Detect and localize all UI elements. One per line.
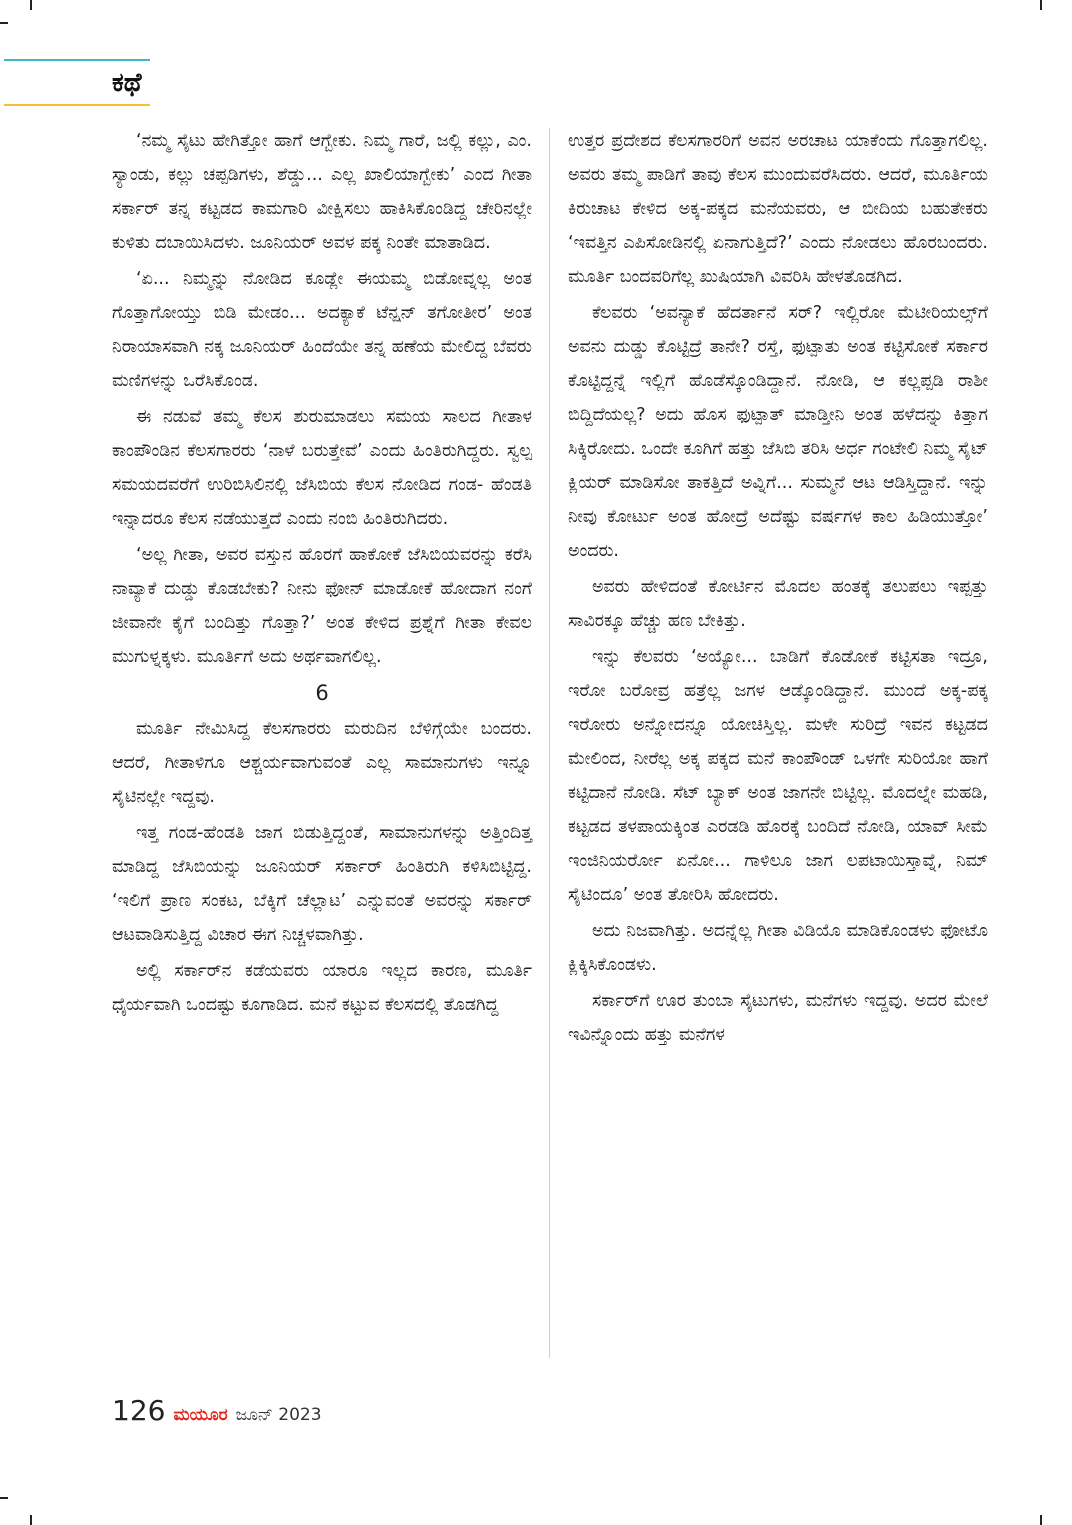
paragraph: ಇತ್ತ ಗಂಡ-ಹೆಂಡತಿ ಜಾಗ ಬಿಡುತ್ತಿದ್ದಂತೆ, ಸಾಮಾನುಗಳನ್ನು ಅತ್ತಿಂದಿತ್ತ ಮಾಡಿದ್ದ ಜೆಸಿಬಿಯನ್ನು ಜೂನಿಯರ್ ಸರ್ಕಾರ್ ಹಿಂತಿರುಗಿ ಕಳಿಸಿಬಿಟ್ಟಿದ್ದ. ‘ಇಲಿಗೆ ಪ್ರಾಣ ಸಂಕಟ, ಬೆಕ್ಕಿಗೆ ಚೆಲ್ಲಾಟ’ ಎನ್ನುವಂತೆ ಅವರನ್ನು ಸರ್ಕಾರ್ ಆಟವಾಡಿಸುತ್ತಿದ್ದ ವಿಚಾರ ಈಗ ನಿಚ್ಚಳವಾಗಿತ್ತು. (112, 823, 532, 945)
paragraph: ಅದು ನಿಜವಾಗಿತ್ತು. ಅದನ್ನೆಲ್ಲ ಗೀತಾ ವಿಡಿಯೊ ಮಾಡಿಕೊಂಡಳು ಫೋಟೊ ಕ್ಲಿಕ್ಕಿಸಿಕೊಂಡಳು. (568, 921, 988, 975)
crop-mark (30, 1515, 32, 1525)
section-number: 6 (315, 681, 329, 705)
page-number: 126 (112, 1394, 166, 1427)
paragraph: ಉತ್ತರ ಪ್ರದೇಶದ ಕೆಲಸಗಾರರಿಗೆ ಅವನ ಅರಚಾಟ ಯಾಕೆಂದು ಗೊತ್ತಾಗಲಿಲ್ಲ. ಅವರು ತಮ್ಮ ಪಾಡಿಗೆ ತಾವು ಕೆಲಸ ಮುಂದುವರೆಸಿದರು. ಆದರೆ, ಮೂರ್ತಿಯ ಕಿರುಚಾಟ ಕೇಳಿದ ಅಕ್ಕ-ಪಕ್ಕದ ಮನೆಯವರು, ಆ ಬೀದಿಯ ಬಹುತೇಕರು ‘ಇವತ್ತಿನ ಎಪಿಸೋಡಿನಲ್ಲಿ ಏನಾಗುತ್ತಿದೆ?’ ಎಂದು ನೋಡಲು ಹೊರಬಂದರು. ಮೂರ್ತಿ ಬಂದವರಿಗೆಲ್ಲ ಖುಷಿಯಾಗಿ ವಿವರಿಸಿ ಹೇಳತೊಡಗಿದ. (568, 131, 988, 287)
issue-date: ಜೂನ್ 2023 (235, 1405, 322, 1425)
header-rule-top (4, 59, 150, 61)
magazine-logo: ಮಯೂರ (173, 1405, 228, 1425)
paragraph: ಅವರು ಹೇಳಿದಂತೆ ಕೋರ್ಟಿನ ಮೊದಲ ಹಂತಕ್ಕೆ ತಲುಪಲು ಇಪ್ಪತ್ತು ಸಾವಿರಕ್ಕೂ ಹೆಚ್ಚು ಹಣ ಬೇಕಿತ್ತು. (568, 577, 988, 631)
paragraph: ‘ನಮ್ಮ ಸೈಟು ಹೇಗಿತ್ತೋ ಹಾಗೆ ಆಗ್ಬೇಕು. ನಿಮ್ಮ ಗಾರೆ, ಜಲ್ಲಿ ಕಲ್ಲು, ಎಂ. ಸ್ಯಾಂಡು, ಕಲ್ಲು ಚಪ್ಪಡಿಗಳು, ಶೆಡ್ಡು... ಎಲ್ಲ ಖಾಲಿಯಾಗ್ಬೇಕು’ ಎಂದ ಗೀತಾ ಸರ್ಕಾರ್ ತನ್ನ ಕಟ್ಟಡದ ಕಾಮಗಾರಿ ವೀಕ್ಷಿಸಲು ಹಾಕಿಸಿಕೊಂಡಿದ್ದ ಚೇರಿನಲ್ಲೇ ಕುಳಿತು ದಬಾಯಿಸಿದಳು. ಜೂನಿಯರ್ ಅವಳ ಪಕ್ಕ ನಿಂತೇ ಮಾತಾಡಿದ. (112, 131, 532, 253)
paragraph: ‘ಅಲ್ಲ ಗೀತಾ, ಅವರ ವಸ್ತುನ ಹೊರಗೆ ಹಾಕೋಕೆ ಜೆಸಿಬಿಯವರನ್ನು ಕರೆಸಿ ನಾವ್ಯಾಕೆ ದುಡ್ಡು ಕೊಡಬೇಕು? ನೀನು ಫೋನ್ ಮಾಡೋಕೆ ಹೋದಾಗ ನಂಗೆ ಜೀವಾನೇ ಕೈಗೆ ಬಂದಿತ್ತು ಗೊತ್ತಾ?’ ಅಂತ ಕೇಳಿದ ಪ್ರಶ್ನೆಗೆ ಗೀತಾ ಕೇವಲ ಮುಗುಳ್ನಕ್ಕಳು. ಮೂರ್ತಿಗೆ ಅದು ಅರ್ಥವಾಗಲಿಲ್ಲ. (112, 545, 532, 667)
section-title: ಕಥೆ (112, 68, 142, 98)
paragraph: ಇನ್ನು ಕೆಲವರು ‘ಅಯ್ಯೋ... ಬಾಡಿಗೆ ಕೊಡೋಕೆ ಕಟ್ಟಿಸತಾ ಇದ್ರೂ, ಇರೋ ಬರೋವ್ರ ಹತ್ರೆಲ್ಲ ಜಗಳ ಆಡ್ಕೊಂಡಿದ್ದಾನೆ. ಮುಂದೆ ಅಕ್ಕ-ಪಕ್ಕ ಇರೋರು ಅನ್ನೋದನ್ನೂ ಯೋಚಿಸ್ತಿಲ್ಲ. ಮಳೇ ಸುರಿದ್ರೆ ಇವನ ಕಟ್ಟಡದ ಮೇಲಿಂದ, ನೀರೆಲ್ಲ ಅಕ್ಕ ಪಕ್ಕದ ಮನೆ ಕಾಂಪೌಂಡ್ ಒಳಗೇ ಸುರಿಯೋ ಹಾಗೆ ಕಟ್ಟಿದಾನೆ ನೋಡಿ. ಸೆಟ್ ಬ್ಯಾಕ್ ಅಂತ ಜಾಗನೇ ಬಿಟ್ಟಿಲ್ಲ. ಮೊದಲ್ನೇ ಮಹಡಿ, ಕಟ್ಟಡದ ತಳಪಾಯಕ್ಕಿಂತ ಎರಡಡಿ ಹೊರಕ್ಕೆ ಬಂದಿದೆ ನೋಡಿ, ಯಾವ್ ಸೀಮೆ ಇಂಜಿನಿಯರ್ರೋ ಏನೋ... ಗಾಳಿಲೂ ಜಾಗ ಲಪಟಾಯಿಸ್ತಾವ್ನೆ, ನಿಮ್ ಸೈಟಿಂದೂ’ ಅಂತ ತೋರಿಸಿ ಹೋದರು. (568, 647, 988, 905)
crop-mark (30, 0, 32, 10)
paragraph: ‘ಏ... ನಿಮ್ಮನ್ನು ನೋಡಿದ ಕೂಡ್ಲೇ ಈಯಮ್ಮ ಬಿಡೋವ್ನಲ್ಲ ಅಂತ ಗೊತ್ತಾಗೋಯ್ತು ಬಿಡಿ ಮೇಡಂ... ಅದಕ್ಯಾಕೆ ಟೆನ್ಷನ್ ತಗೋತೀರ’ ಅಂತ ನಿರಾಯಾಸವಾಗಿ ನಕ್ಕ ಜೂನಿಯರ್ ಹಿಂದೆಯೇ ತನ್ನ ಹಣೆಯ ಮೇಲಿದ್ದ ಬೆವರು ಮಣಿಗಳನ್ನು ಒರೆಸಿಕೊಂಡ. (112, 269, 532, 391)
page-footer (112, 1394, 322, 1427)
crop-mark (0, 1497, 8, 1499)
paragraph: ಮೂರ್ತಿ ನೇಮಿಸಿದ್ದ ಕೆಲಸಗಾರರು ಮರುದಿನ ಬೆಳಿಗ್ಗೆಯೇ ಬಂದರು. ಆದರೆ, ಗೀತಾಳಿಗೂ ಆಶ್ಚರ್ಯವಾಗುವಂತೆ ಎಲ್ಲ ಸಾಮಾನುಗಳು ಇನ್ನೂ ಸೈಟಿನಲ್ಲೇ ಇದ್ದವು. (112, 719, 532, 807)
text-column-left (112, 124, 532, 1024)
paragraph: ಕೆಲವರು ‘ಅವನ್ಯಾಕೆ ಹೆದರ್ತಾನೆ ಸರ್? ಇಲ್ಲಿರೋ ಮೆಟೀರಿಯಲ್ಸ್‌ಗೆ ಅವನು ದುಡ್ಡು ಕೊಟ್ಟಿದ್ರೆ ತಾನೇ? ರಸ್ತೆ, ಫುಟ್ಪಾತು ಅಂತ ಕಟ್ಟಿಸೋಕೆ ಸರ್ಕಾರ ಕೊಟ್ಟಿದ್ದನ್ನೆ ಇಲ್ಲಿಗೆ ಹೊಡೆಸ್ಕೊಂಡಿದ್ದಾನೆ. ನೋಡಿ, ಆ ಕಲ್ಲಪ್ಪಡಿ ರಾಶೀ ಬಿದ್ದಿದೆಯಲ್ಲ? ಅದು ಹೊಸ ಫುಟ್ಪಾತ್ ಮಾಡ್ತೀನಿ ಅಂತ ಹಳೆದನ್ನು ಕಿತ್ತಾಗ ಸಿಕ್ಕಿರೋದು. ಒಂದೇ ಕೂಗಿಗೆ ಹತ್ತು ಜೆಸಿಬಿ ತರಿಸಿ ಅರ್ಧ ಗಂಟೇಲಿ ನಿಮ್ಮ ಸೈಟ್ ಕ್ಲಿಯರ್ ಮಾಡಿಸೋ ತಾಕತ್ತಿದೆ ಅವ್ನಿಗೆ... ಸುಮ್ಮನೆ ಆಟ ಆಡಿಸ್ತಿದ್ದಾನೆ. ಇನ್ನು ನೀವು ಕೋರ್ಟು ಅಂತ ಹೋದ್ರೆ ಅದೆಷ್ಟು ವರ್ಷಗಳ ಕಾಲ ಹಿಡಿಯುತ್ತೋ’ ಅಂದರು. (568, 303, 988, 561)
crop-mark (1040, 1515, 1042, 1525)
paragraph: ಅಲ್ಲಿ ಸರ್ಕಾರ್‌ನ ಕಡೆಯವರು ಯಾರೂ ಇಲ್ಲದ ಕಾರಣ, ಮೂರ್ತಿ ಧೈರ್ಯವಾಗಿ ಒಂದಷ್ಟು ಕೂಗಾಡಿದ. ಮನೆ ಕಟ್ಟುವ ಕೆಲಸದಲ್ಲಿ ತೊಡಗಿದ್ದ (112, 961, 532, 1015)
crop-mark (1040, 0, 1042, 10)
crop-mark (0, 22, 8, 24)
paragraph: ಈ ನಡುವೆ ತಮ್ಮ ಕೆಲಸ ಶುರುಮಾಡಲು ಸಮಯ ಸಾಲದ ಗೀತಾಳ ಕಾಂಪೌಂಡಿನ ಕೆಲಸಗಾರರು ‘ನಾಳೆ ಬರುತ್ತೇವೆ’ ಎಂದು ಹಿಂತಿರುಗಿದ್ದರು. ಸ್ವಲ್ಪ ಸಮಯದವರೆಗೆ ಉರಿಬಿಸಿಲಿನಲ್ಲಿ ಜೆಸಿಬಿಯ ಕೆಲಸ ನೋಡಿದ ಗಂಡ- ಹೆಂಡತಿ ಇನ್ನಾದರೂ ಕೆಲಸ ನಡೆಯುತ್ತದೆ ಎಂದು ನಂಬಿ ಹಿಂತಿರುಗಿದರು. (112, 407, 532, 529)
header-rule-bottom (4, 104, 150, 106)
column-divider (549, 128, 550, 1358)
paragraph: ಸರ್ಕಾರ್‌ಗೆ ಊರ ತುಂಬಾ ಸೈಟುಗಳು, ಮನೆಗಳು ಇದ್ದವು. ಅದರ ಮೇಲೆ ಇವಿನ್ನೊಂದು ಹತ್ತು ಮನೆಗಳ (568, 991, 988, 1045)
text-column-right (568, 124, 988, 1054)
